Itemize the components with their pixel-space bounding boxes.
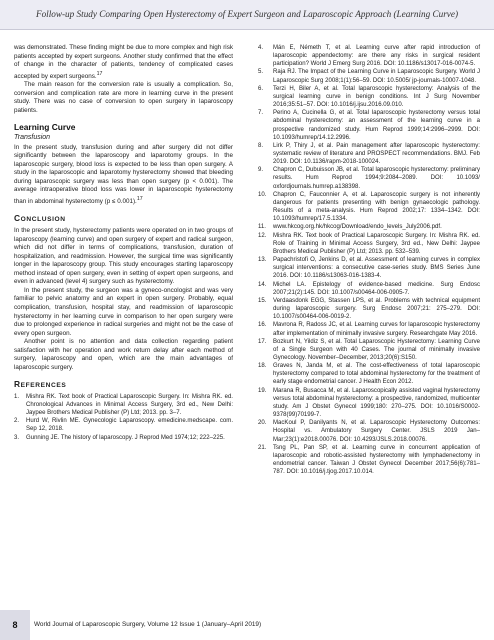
reference-number: 19. [258,387,267,394]
reference-text: Graves N, Janda M, et al. The cost-effectiveness of total laparoscopic hysterectomy compared to total abdominal hysterectomy for the treatment of early stage endometrial cancer. J Health Econ 2012. [273,363,480,386]
heading-initial: C [14,213,21,224]
reference-item [14,417,233,433]
reference-text: Hurd W, Rivlin ME. Gynecologic Laparoscopy. emedicine.medscape. com. Sep 12, 2018. [26,418,233,433]
reference-number: 16. [258,322,267,329]
reference-text: Mavrona R, Radoss JC, et al. Learning curves for laparoscopic hysterectomy after implementation of minimally invasive surgery. Researchgate May 2016. [273,322,480,337]
reference-number: 15. [258,297,267,304]
reference-number: 11. [258,224,266,231]
reference-item [258,338,480,362]
reference-text: Terzi H, Biler A, et al. Total laparoscopic hysterectomy: Analysis of the surgical learning curve in benign conditions. Int J Surg November 2016;35:51–57. DOI: 10.1016/j.ijsu.2016.09.010. [273,85,480,109]
reference-number: 21. [258,444,267,451]
reference-text: www.hkcog.org.hk/hkcog/Download/endo_levels_July2006.pdf. [273,224,442,231]
reference-list [14,393,233,442]
paragraph: In the present study, the surgeon was a gyneco-oncologist and was very familiar to pelvic anatomy and an expert in open surgery. Probably, equal complication, transfusion, hospital stay, and readmission of laparoscopic hysterectomy in her learning curve in comparison to her open surgery were due to prolonged experience in radical surgeries and might not be the case of every open surgeon. [14,286,233,337]
subsection-heading-transfusion: Transfusion [14,134,51,142]
reference-number: 2. [14,418,20,425]
reference-item [14,434,233,442]
reference-item [258,256,480,280]
section-heading-conclusion [14,214,233,225]
reference-text: Perino A, Cucinella G, et al. Total laparoscopic hysterectomy versus total abdominal hysterectomy: an assessment of the learning curve in a prospective randomized study. Hum Reprod 1999;14:2996–2999. DOI: 10.1093/humrep/14.12.2996. [273,110,480,141]
reference-number: 3. [14,434,20,441]
reference-number: 18. [258,363,267,370]
citation: 17 [136,195,143,202]
reference-text: Michel LA. Epistelogy of evidence-based medicine. Surg Endosc 2007;21(2):145. DOI: 10.1007/s00464-006-0905-7. [273,281,480,296]
reference-number: 8. [258,142,264,149]
reference-text: Bozkurt N, Yildiz S, et al. Total Laparoscopic Hysterectomy: Learning Curve of a Single Surgeon with 40 Cases. The journal of minimally invasive Gynecology. November–December, 2013;20(6):S150. [273,338,480,361]
left-column [14,44,233,442]
paragraph [14,44,233,81]
reference-item [258,444,480,476]
reference-text: Tsng PL, Pan SP, et al. Learning curve in concurrent application of laparoscopic and robotic-assisted hysterectomy with lymphadenectomy in endometrial cancer. Taiwan J Obstet Gynecol December 2017;56(6):781–787. DOI: 10.1016/j.tjog.2017.10.014. [273,444,480,476]
reference-item [258,85,480,109]
reference-text: Papachristofi O, Jenkins D, et al. Assessment of learning curves in complex surgical interventions: a consecutive case-series study. BMS Series June 2016. DOI: 10.1186/s13063-016-1383-4. [273,257,480,280]
page-number: 8 [0,610,30,640]
reference-number: 7. [258,110,264,117]
reference-item [258,223,480,231]
right-column [258,44,480,476]
reference-number: 14. [258,281,267,288]
reference-number: 1. [14,393,20,400]
reference-text: Verdaasdonk EGG, Stassen LPS, et al. Problems with technical equipment during laparoscopic surgery. Surg Endosc 2007;21: 275–279. DOI: 10.1007/s00464-006-0019-2. [273,297,480,321]
reference-item [258,297,480,321]
reference-text: Raja RJ. The Impact of the Learning Curve in Laparoscopic Surgery. World J Laparoscopic Surg 2008;1(1):56–59. DOI: 10.5005/ jp-journals-10007-1048. [273,69,480,84]
heading-rest: EFERENCES [20,382,67,390]
section-heading-learning-curve: Learning Curve [14,122,76,133]
reference-item [258,387,480,419]
reference-text: Lirk P, Thiry J, et al. Pain management after laparoscopic hysterectomy: systematic review of literature and PROSPECT recommendations. BMJ. Feb 2019. DOI: 10.1136/rapm-2018-100024. [273,142,480,166]
reference-item [258,321,480,337]
reference-number: 9. [258,167,264,174]
reference-item [258,191,480,223]
reference-item [258,281,480,297]
reference-item [14,393,233,417]
journal-citation: World Journal of Laparoscopic Surgery, Volume 12 Issue 1 (January–April 2019) [34,621,262,628]
running-head: Follow-up Study Comparing Open Hysterectomy of Expert Surgeon and Laparoscopic Approach (Learning Curve) [0,0,494,30]
reference-item [258,232,480,256]
reference-item [258,68,480,84]
reference-number: 12. [258,232,267,239]
reference-item [258,142,480,166]
reference-text: MacKoul P, Danilyants N, et al. Laparoscopic Hysterectomy Outcomes: Hospital vs. Ambulatory Surgery Center. JSLS 2019 Jan–Mar;23(1):e2018.00076. DOI: 10.4293/JSLS.2018.00076. [273,420,480,443]
paragraph: The main reason for the conversion rate is usually a complication. So, conversion and complication rate are more in learning curve in the present study. There was no case of conversion to open surgery in laparoscopy patients. [14,81,233,114]
paragraph [14,144,233,207]
reference-text: Chapron C, Fauconnier A, et al. Laparoscopic surgery is not inherently dangerous for patients presenting with benign gynaecologic pathology. Results of a meta-analysis. Hum Reprod 2002;17: 1334–1342. DOI: 10.1093/humrep/17.5.1334. [273,191,480,223]
reference-number: 20. [258,420,267,427]
reference-text: Marana R, Busacca M, et al. Laparoscopically assisted vaginal hysterectomy versus total abdominal hysterectomy: a prospective, randomized, multicenter study. Am J Obstet Gynecol 1999;180: 270–275. DOI: 10.1016/S0002-9378(99)70199-7. [273,387,480,419]
reference-item [258,362,480,386]
reference-text: Mán E, Németh T, et al. Learning curve after rapid introduction of laparoscopic appendectomy: are there any risks in surgical resident participation? World J Emerg Surg 2016. DOI: 10.1186/s13017-016-0074-5. [273,45,480,68]
section-heading-references [14,380,233,391]
reference-number: 5. [258,69,264,76]
paragraph-text: was demonstrated. These finding might be due to more complex and high risk patients accepted by expert surgeons. Another study confirmed that the effect of change in the character of patients, tendency of complicated cases accepted by expert surgeons. [14,44,233,80]
reference-number: 10. [258,191,267,198]
reference-text: Mishra RK. Text book of Practical Laparoscopic Surgery. In: Mishra RK. ed. Chronological Advances in Minimal Access Surgery, 3rd ed., New Delhi: Jaypee Brothers Medical Publisher (P) Ltd; 2013. pp. 3–7. [26,393,233,417]
reference-number: 13. [258,257,267,264]
heading-initial: R [14,379,21,390]
reference-text: Gunning JE. The history of laparoscopy. J Reprod Med 1974;12; 222–225. [26,434,225,441]
reference-number: 17. [258,338,267,345]
reference-number: 4. [258,45,264,51]
reference-text: Mishra RK. Text book of Practical Laparoscopic Surgery. In: Mishra RK. ed. Role of Training in Minimal Access Surgery, 3rd ed., New Delhi: Jaypee Brothers Medical Publisher (P) Ltd; 2013. pp. 532–539. [273,232,480,255]
heading-rest: ONCLUSION [20,216,66,224]
reference-item [258,44,480,68]
reference-item [258,419,480,443]
page-footer [0,610,494,640]
paragraph: In the present study, hysterectomy patients were operated on in two groups of laparoscopy (learning curve) and open surgery of expert and radical surgeon, which did not differ in terms of complications, transfusion, duration of hospitalization, and readmission. However, the surgical time was significantly longer in the laparoscopy group. This study encourages starting laparoscopy method instead of open surgery, even in setting of expert open surgeons, and even in advanced (level 4) surgery such as hysterectomy. [14,227,233,286]
citation: 17 [96,70,103,77]
paragraph-text: In the present study, transfusion during and after surgery did not differ significantly between the laparoscopy and laparotomy groups. In the laparoscopic surgery, blood loss is expected to be less than open surgery. A study in the laparoscopic and laparotomy hysterectomy showed that bleeding during laparoscopic surgery was less than open surgery (p < 0.001). The average intraoperative blood loss was lower in laparoscopic hysterectomy than in abdominal hysterectomy (p ≤ 0.001). [14,143,233,205]
reference-number: 6. [258,85,264,92]
reference-text: Chapron C, Dubuisson JB, et al. Total laparoscopic hysterectomy: preliminary results. Hum Reprod 1994;9:2084–2089. DOI: 10.1093/ oxfordjournals.humrep.a138398. [273,167,480,190]
reference-item [258,109,480,141]
reference-item [258,166,480,190]
reference-list [258,44,480,476]
paragraph: Another point is no attention and data collection regarding patient satisfaction with her operation and work return delay after each method of surgery, laparoscopy and open, which are the main advantages of laparoscopic surgery. [14,338,233,371]
